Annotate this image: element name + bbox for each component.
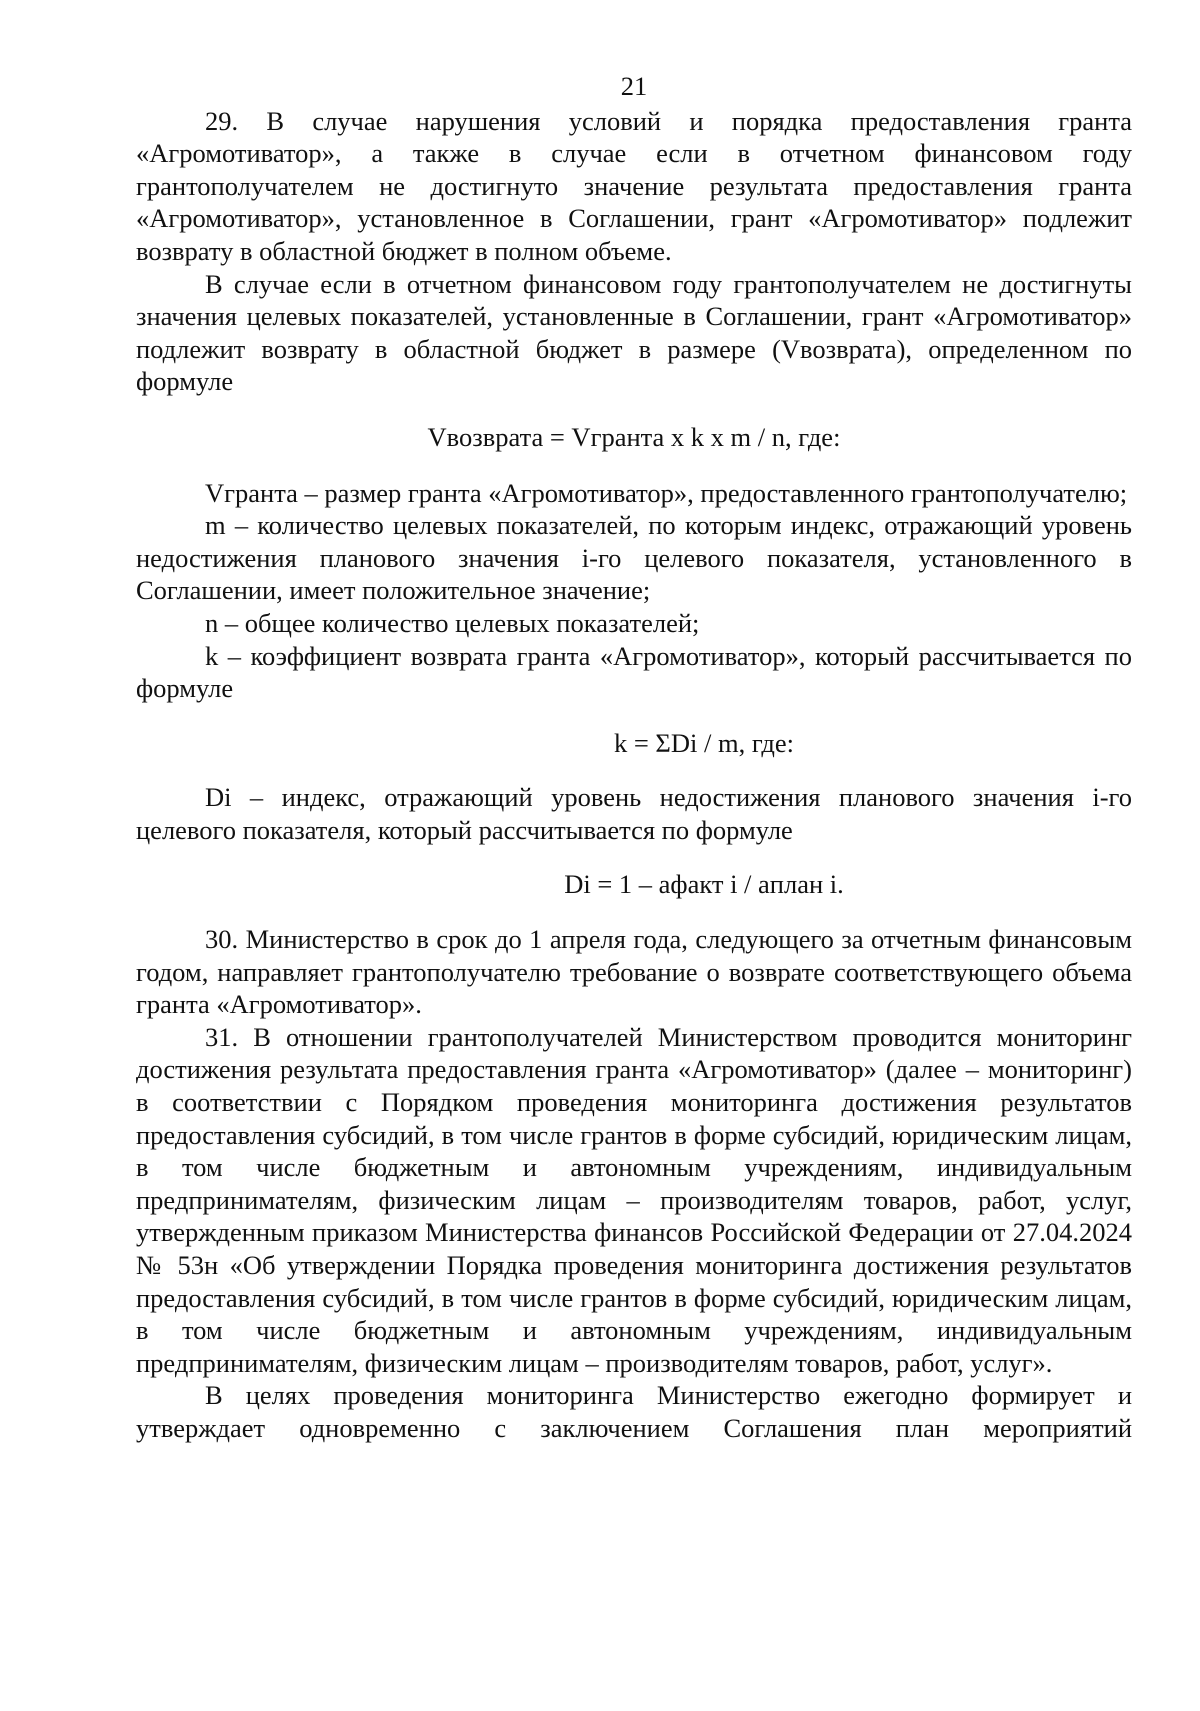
definition-m: m – количество целевых показателей, по которым индекс, отражающий уровень недостижения планового значения i-го целевого показателя, установленного в Соглашении, имеет положительное значение;: [136, 510, 1132, 606]
paragraph-30: 30. Министерство в срок до 1 апреля года, следующего за отчетным финансовым годом, направляет грантополучателю требование о возврате соответствующего объема гранта «Агромотиватор».: [136, 924, 1132, 1020]
definition-vgranta: Vгранта – размер гранта «Агромотиватор», предоставленного грантополучателю;: [205, 477, 1128, 508]
definition-k: k – коэффициент возврата гранта «Агромотиватор», который рассчитывается по формуле: [136, 640, 1132, 704]
paragraph-29-partial-return: В случае если в отчетном финансовом году грантополучателем не достигнуты значения целевых показателей, установленные в Соглашении, грант «Агромотиватор» подлежит возврату в областной бюджет в размере (Vвозврата), определенном по формуле: [136, 268, 1132, 397]
paragraph-29: 29. В случае нарушения условий и порядка предоставления гранта «Агромотиватор», а также в случае если в отчетном финансовом году грантополучателем не достигнуто значение результата предоставления гранта «Агромотиватор», установленное в Соглашении, грант «Агромотиватор» подлежит возврату в областной бюджет в полном объеме.: [136, 105, 1132, 266]
definition-n: n – общее количество целевых показателей;: [205, 607, 700, 638]
formula-return-amount: Vвозврата = Vгранта x k x m / n, где:: [427, 421, 841, 452]
formula-index-di: Di = 1 – aфакт i / aплан i.: [564, 869, 844, 900]
formula-coefficient-k: k = ΣDi / m, где:: [613, 727, 794, 758]
document-page: [136, 70, 1132, 1445]
paragraph-31-monitoring-plan: В целях проведения мониторинга Министерство ежегодно формирует и утверждает одновременно с заключением Соглашения план мероприятий: [136, 1380, 1132, 1443]
page-number: 21: [620, 71, 648, 101]
definition-di: Di – индекс, отражающий уровень недостижения планового значения i-го целевого показателя, который рассчитывается по формуле: [136, 782, 1132, 845]
paragraph-31: 31. В отношении грантополучателей Министерством проводится мониторинг достижения результата предоставления гранта «Агромотиватор» (далее – мониторинг) в соответствии с Порядком проведения мониторинга достижения результатов предоставления субсидий, в том числе грантов в форме субсидий, юридическим лицам, в том числе бюджетным и автономным учреждениям, индивидуальным предпринимателям, физическим лицам – производителям товаров, работ, услуг, утвержденным приказом Министерства финансов Российской Федерации от 27.04.2024 № 53н «Об утверждении Порядка проведения мониторинга достижения результатов предоставления субсидий, в том числе грантов в форме субсидий, юридическим лицам, в том числе бюджетным и автономным учреждениям, индивидуальным предпринимателям, физическим лицам – производителям товаров, работ, услуг».: [136, 1021, 1132, 1378]
